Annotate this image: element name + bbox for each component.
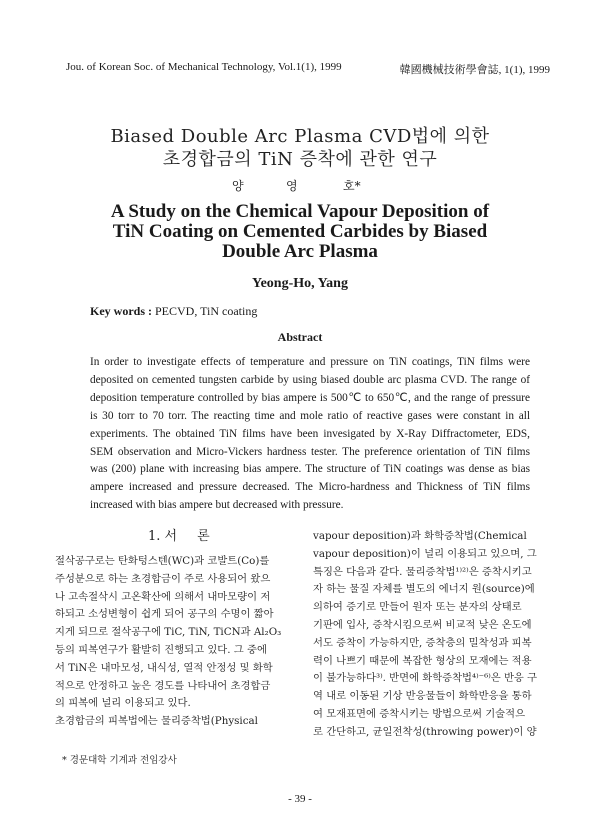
korean-title-line-2: 초경합금의 TiN 증착에 관한 연구 — [162, 149, 438, 170]
body-line: 이 불가능하다³⁾. 반면에 화학증착법⁴⁾⁻⁶⁾은 반응 구 — [313, 672, 538, 685]
page-number: - 39 - — [288, 793, 312, 805]
abstract-line: SEM observation and Micro-Vickers hardness tester. The preference orientation of TiN films — [90, 445, 530, 458]
author-footnote: * 경문대학 기계과 전임강사 — [62, 755, 177, 766]
journal-header-right: 韓國機械技術學會誌, 1(1), 1999 — [399, 64, 550, 76]
body-line: 적으로 안정하고 높은 경도를 나타내어 초경합금 — [55, 679, 271, 692]
section-title: 론 — [197, 529, 210, 544]
section-number: 1. 서 — [148, 529, 178, 544]
english-title-line-1: A Study on the Chemical Vapour Deposition of — [110, 201, 490, 222]
journal-header-left: Jou. of Korean Soc. of Mechanical Technology, Vol.1(1), 1999 — [66, 61, 342, 73]
abstract-heading: Abstract — [277, 330, 323, 344]
abstract-line: is 30 torr to 70 torr. The reacting time and mole ratio of reactive gases were constant in all — [90, 409, 530, 422]
body-line: 의 피복에 널리 이용되고 있다. — [55, 697, 191, 710]
abstract-body — [90, 354, 530, 515]
abstract-line: deposited on cemented tungsten carbide by using biased double arc plasma CVD. The range of — [90, 373, 530, 386]
body-line: 자 하는 물질 자체를 별도의 에너지 원(source)에 — [313, 583, 535, 596]
body-line: 절삭공구로는 탄화텅스텐(WC)과 코발트(Co)를 — [55, 555, 270, 567]
body-line: 서 TiN은 내마모성, 내식성, 열적 안정성 및 화학 — [55, 661, 273, 674]
korean-author-char-2: 영 — [286, 179, 298, 193]
left-column — [55, 553, 315, 731]
body-line: 등의 피복연구가 활발히 진행되고 있다. 그 중에 — [55, 643, 267, 656]
body-line: 력이 나쁘기 때문에 복잡한 형상의 모재에는 적용 — [313, 654, 532, 667]
right-column — [313, 528, 543, 742]
body-line: vapour deposition)과 화학증착법(Chemical — [313, 530, 527, 542]
body-line: 나 고속절삭시 고온확산에 의해서 내마모량이 저 — [55, 590, 271, 603]
abstract-line: In order to investigate effects of temperature and pressure on TiN coatings, TiN films were — [90, 356, 530, 368]
body-line: 초경합금의 피복법에는 물리증착법(Physical — [55, 715, 258, 728]
body-line: 로 간단하고, 균일전착성(throwing power)이 양 — [313, 725, 537, 738]
korean-author-char-1: 양 — [232, 179, 244, 193]
keywords-value: PECVD, TiN coating — [152, 304, 258, 318]
abstract-line: deposition temperature controlled by bias ampere is 500℃ to 650℃, and the range of pressure — [90, 391, 530, 404]
body-line: 역 내로 이동된 기상 반응물들이 화학반응을 통하 — [313, 690, 532, 703]
body-line: 기판에 입사, 증착시킴으로써 비교적 낮은 온도에 — [313, 618, 532, 631]
english-author: Yeong-Ho, Yang — [252, 276, 348, 291]
abstract-line: ampere increased and pressure decreased. The Micro-hardness and Thickness of TiN films — [90, 481, 530, 494]
english-title-line-2: TiN Coating on Cemented Carbides by Biased — [112, 221, 488, 242]
korean-title-line-1: Biased Double Arc Plasma CVD법에 의한 — [110, 126, 490, 147]
abstract-line: experiments. The obtained TiN films have been invesigated by X-Ray Diffractometer, EDS, — [90, 427, 530, 440]
abstract-line: increased with bias ampere but decreased with pressure. — [90, 499, 344, 512]
body-line: 의하여 증기로 만들어 원자 또는 분자의 상태로 — [313, 601, 522, 614]
keywords-label: Key words : — [90, 304, 152, 318]
body-line: vapour deposition)이 널리 이용되고 있으며, 그 — [313, 547, 537, 560]
abstract-line: was (200) plane with increasing bias ampere. The structure of TiN coatings was dense as bias — [90, 463, 530, 476]
body-line: 서도 증착이 가능하지만, 증착층의 밀착성과 피복 — [313, 636, 532, 649]
body-line: 하되고 소성변형이 쉽게 되어 공구의 수명이 짧아 — [55, 608, 274, 621]
body-line: 지게 되므로 절삭공구에 TiC, TiN, TiCN과 Al₂O₃ — [55, 626, 282, 639]
body-line: 특징은 다음과 같다. 물리증착법¹⁾²⁾은 증착시키고 — [313, 565, 532, 578]
english-title-line-3: Double Arc Plasma — [222, 241, 378, 262]
body-line: 주성분으로 하는 초경합금이 주로 사용되어 왔으 — [55, 572, 271, 585]
body-line: 여 모재표면에 증착시키는 방법으로써 기술적으 — [313, 707, 526, 720]
section-heading — [148, 525, 210, 544]
korean-author-char-3: 호* — [343, 179, 361, 193]
keywords — [90, 304, 257, 319]
